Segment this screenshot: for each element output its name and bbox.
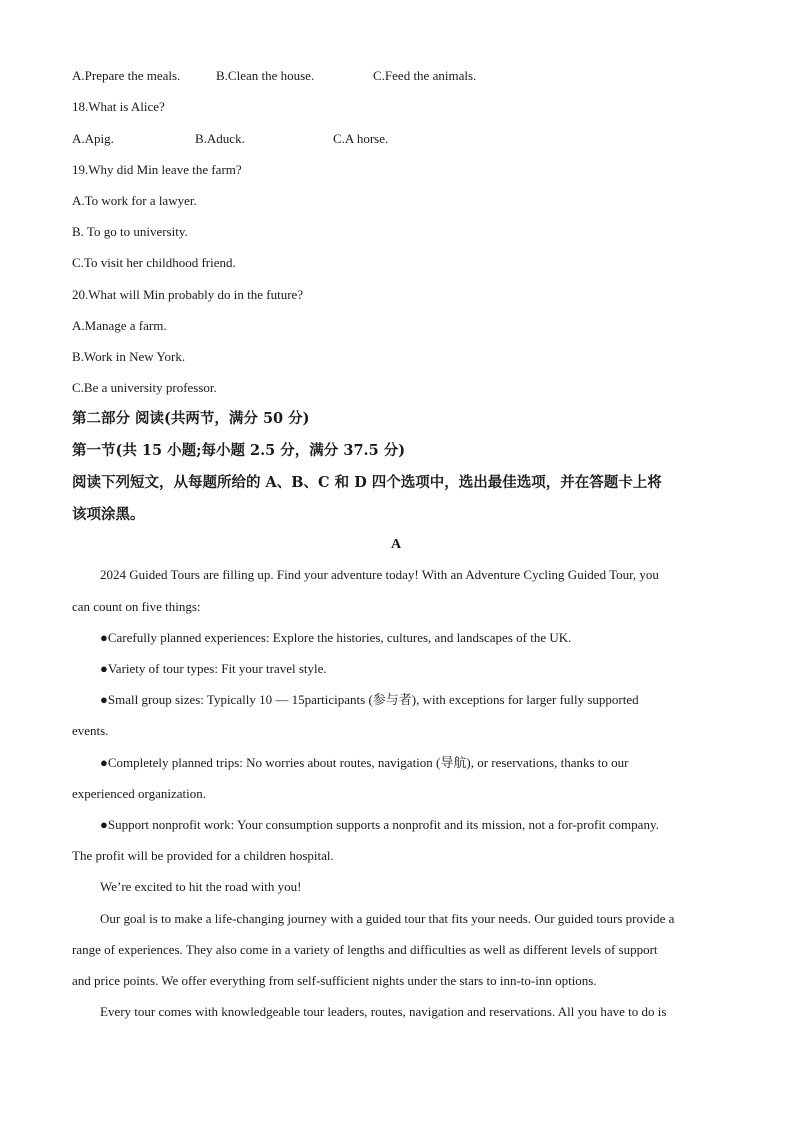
intro-line-2: can count on five things: — [72, 599, 201, 614]
q18-option-c: C.A horse. — [333, 131, 389, 146]
bullet-5-line-1: ●Support nonprofit work: Your consumption supports a nonprofit and its mission, not a for-profit company. — [100, 817, 659, 832]
q19-option-c: C.To visit her childhood friend. — [72, 255, 236, 270]
instruction-line-2: 该项涂黑。 — [72, 506, 145, 523]
q18-option-b: B.Aduck. — [195, 131, 245, 146]
section-one-title: 第一节(共 15 小题;每小题 2.5 分，满分 37.5 分) — [72, 442, 406, 459]
q17-option-c: C.Feed the animals. — [373, 68, 477, 83]
goal-line-2: range of experiences. They also come in a variety of lengths and difficulties as well as different levels of support — [72, 942, 658, 957]
q17-option-b: B.Clean the house. — [216, 68, 315, 83]
bullet-3-line-1: ●Small group sizes: Typically 10 — 15participants (参与者), with exceptions for larger fully supported — [100, 692, 639, 707]
q17-options — [72, 68, 720, 84]
bullet-4-line-2: experienced organization. — [72, 786, 207, 801]
q19-option-a: A.To work for a lawyer. — [72, 193, 197, 208]
intro-line-1: 2024 Guided Tours are filling up. Find your adventure today! With an Adventure Cycling Guided Tour, you — [100, 567, 659, 582]
bullet-3-line-2: events. — [72, 723, 109, 738]
q20-stem: 20.What will Min probably do in the future? — [72, 287, 304, 302]
q19-option-b: B. To go to university. — [72, 224, 188, 239]
bullet-4-line-1: ●Completely planned trips: No worries about routes, navigation (导航), or reservations, thanks to our — [100, 755, 629, 770]
q18-option-a: A.Apig. — [72, 131, 114, 146]
bullet-1: ●Carefully planned experiences: Explore the histories, cultures, and landscapes of the UK. — [100, 630, 572, 645]
instruction-line-1: 阅读下列短文，从每题所给的 A、B、C 和 D 四个选项中，选出最佳选项，并在答题卡上将 — [72, 474, 662, 491]
q20-option-a: A.Manage a farm. — [72, 318, 167, 333]
excited-line: We’re excited to hit the road with you! — [100, 879, 302, 894]
q20-option-c: C.Be a university professor. — [72, 380, 217, 395]
q17-option-a: A.Prepare the meals. — [72, 68, 181, 83]
q20-option-b: B.Work in New York. — [72, 349, 186, 364]
q18-stem: 18.What is Alice? — [72, 99, 165, 114]
every-tour-line-1: Every tour comes with knowledgeable tour leaders, routes, navigation and reservations. All you have to do is — [100, 1004, 667, 1019]
goal-line-1: Our goal is to make a life-changing journey with a guided tour that fits your needs. Our guided tours provide a — [100, 911, 675, 926]
bullet-5-line-2: The profit will be provided for a children hospital. — [72, 848, 334, 863]
goal-line-3: and price points. We offer everything from self-sufficient nights under the stars to inn-to-inn options. — [72, 973, 597, 988]
q18-options — [72, 131, 720, 147]
q19-stem: 19.Why did Min leave the farm? — [72, 162, 242, 177]
passage-label: A — [390, 537, 402, 552]
part-two-title: 第二部分 阅读(共两节，满分 50 分) — [72, 410, 310, 427]
bullet-2: ●Variety of tour types: Fit your travel style. — [100, 661, 327, 676]
